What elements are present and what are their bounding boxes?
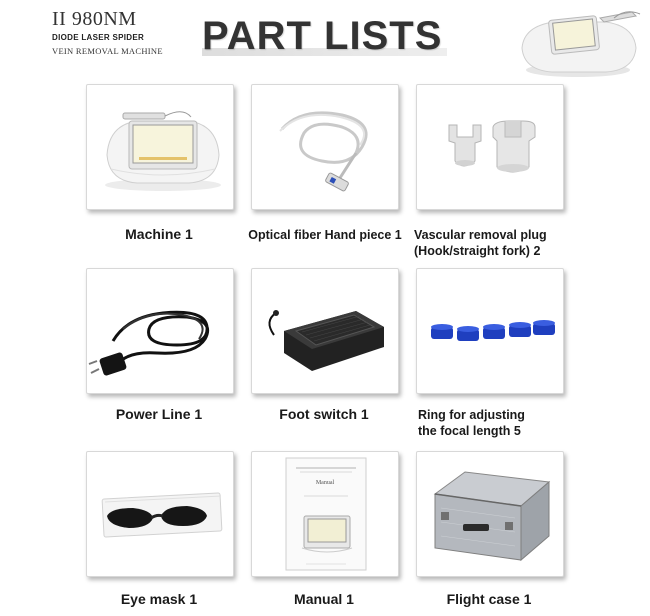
caption-rings-line1: Ring for adjusting [418, 408, 525, 422]
caption-flightcase: Flight case 1 [446, 591, 532, 607]
part-card-plugs [416, 84, 564, 210]
eye-mask-icon [87, 452, 233, 576]
brand-model: II 980NM [52, 8, 137, 30]
part-card-fiber [251, 84, 399, 210]
focal-rings-icon [417, 269, 563, 393]
caption-fiber: Optical fiber Hand piece 1 [248, 228, 402, 242]
caption-rings-line2: the focal length 5 [418, 424, 521, 438]
part-card-footswitch [251, 268, 399, 394]
caption-rings [418, 407, 568, 439]
fiber-handpiece-icon [252, 85, 398, 209]
caption-eyemask: Eye mask 1 [120, 591, 198, 607]
manual-cover-title: Manual [315, 480, 335, 486]
power-cable-icon [87, 269, 233, 393]
brand-block [52, 8, 163, 56]
part-card-power [86, 268, 234, 394]
flight-case-icon [417, 452, 563, 576]
caption-manual: Manual 1 [294, 591, 354, 607]
plugs-icon [417, 85, 563, 209]
manual-book-icon [252, 452, 398, 576]
page-title: PART LISTS [202, 14, 443, 58]
header [0, 0, 650, 80]
caption-footswitch: Foot switch 1 [279, 406, 369, 422]
caption-plugs-line1: Vascular removal plug [414, 228, 547, 242]
brand-subtitle: DIODE LASER SPIDER [52, 33, 145, 42]
laser-machine-icon [87, 85, 233, 209]
caption-machine: Machine 1 [125, 226, 193, 242]
caption-plugs-line2: (Hook/straight fork) 2 [414, 244, 541, 258]
part-card-manual [251, 451, 399, 577]
part-card-flightcase [416, 451, 564, 577]
brand-tagline: VEIN REMOVAL MACHINE [52, 46, 163, 56]
part-card-machine [86, 84, 234, 210]
hero-machine-image [514, 4, 644, 80]
caption-plugs [414, 227, 564, 259]
caption-power: Power Line 1 [115, 406, 203, 422]
foot-pedal-icon [252, 269, 398, 393]
part-card-rings [416, 268, 564, 394]
part-card-eyemask [86, 451, 234, 577]
